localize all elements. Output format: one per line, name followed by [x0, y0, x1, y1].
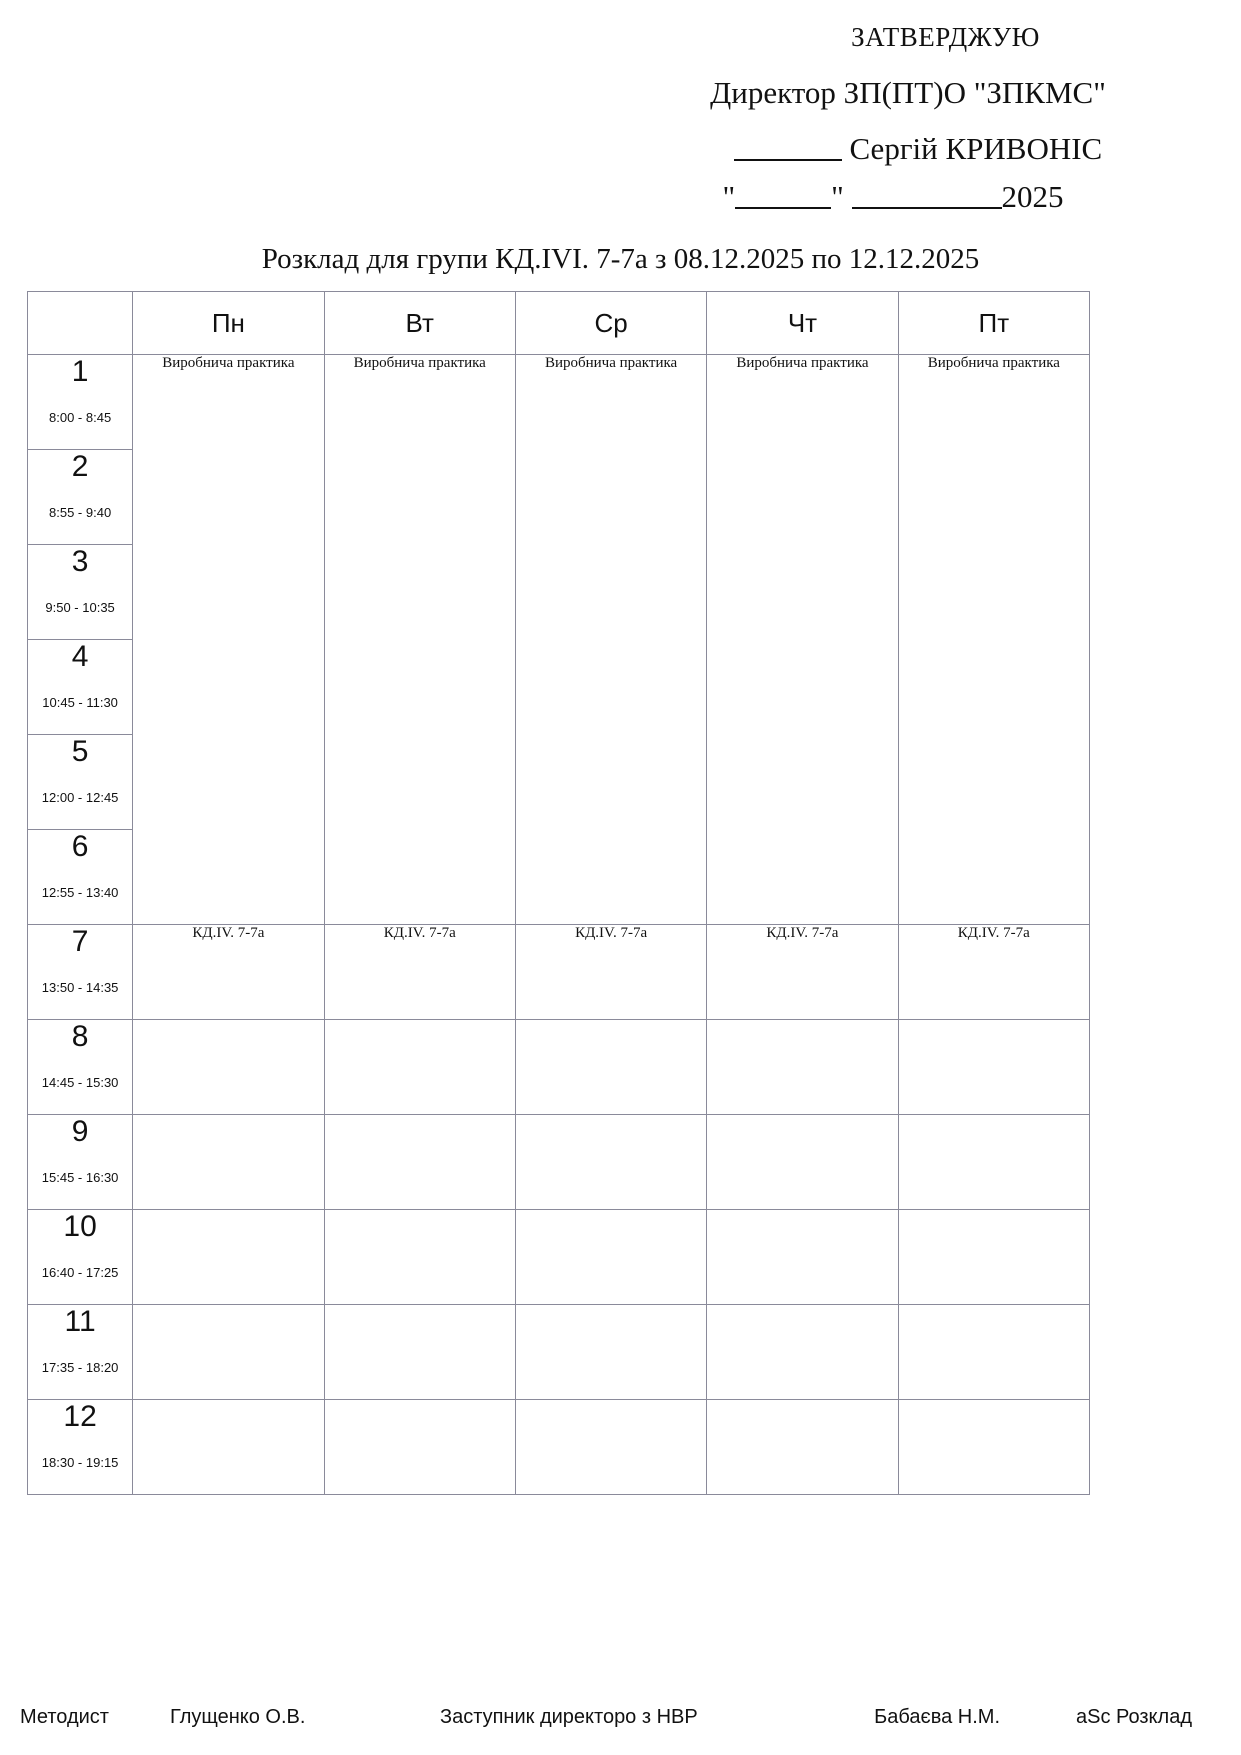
lesson-block-wed[interactable]: Виробнича практика [515, 355, 706, 925]
footer-role-methodist: Методист [20, 1706, 109, 1728]
period-number: 1 [71, 355, 89, 388]
period-cell-1 [28, 355, 133, 450]
period-time: 8:55 - 9:40 [49, 505, 112, 520]
empty-slot[interactable] [133, 1400, 324, 1495]
group-label-mon[interactable]: КД.IV. 7-7а [133, 925, 324, 1020]
period-cell-10 [28, 1210, 133, 1305]
empty-slot[interactable] [898, 1020, 1089, 1115]
period-number: 10 [63, 1210, 97, 1243]
footer [20, 1706, 1220, 1729]
empty-slot[interactable] [515, 1020, 706, 1115]
period-number: 4 [71, 640, 89, 673]
period-cell-7 [28, 925, 133, 1020]
period-number: 2 [71, 450, 89, 483]
lesson-block-mon[interactable]: Виробнича практика [133, 355, 324, 925]
empty-slot[interactable] [133, 1020, 324, 1115]
quote-close: " [831, 179, 844, 214]
year-value: 2025 [1001, 179, 1064, 214]
period-cell-11 [28, 1305, 133, 1400]
director-title: Директор ЗП(ПТ)О "ЗПКМС" [710, 75, 1106, 110]
lesson-block-fri[interactable]: Виробнича практика [898, 355, 1089, 925]
period-time: 10:45 - 11:30 [42, 695, 118, 710]
empty-slot[interactable] [707, 1115, 898, 1210]
table-row [28, 355, 1090, 450]
empty-slot[interactable] [707, 1020, 898, 1115]
lesson-block-tue[interactable]: Виробнича практика [324, 355, 515, 925]
group-label-fri[interactable]: КД.IV. 7-7а [898, 925, 1089, 1020]
timetable [27, 291, 1090, 1495]
period-time: 18:30 - 19:15 [41, 1455, 119, 1470]
period-cell-2 [28, 450, 133, 545]
empty-slot[interactable] [324, 1210, 515, 1305]
period-time: 8:00 - 8:45 [49, 410, 112, 425]
empty-slot[interactable] [515, 1210, 706, 1305]
empty-slot[interactable] [898, 1115, 1089, 1210]
empty-slot[interactable] [707, 1305, 898, 1400]
quote-open: " [722, 179, 736, 214]
day-header-mon: Пн [133, 292, 324, 355]
day-header-thu: Чт [707, 292, 898, 355]
table-row [28, 1305, 1090, 1400]
group-label-tue[interactable]: КД.IV. 7-7а [324, 925, 515, 1020]
director-signature-line [573, 131, 1213, 167]
table-row [28, 925, 1090, 1020]
day-header-fri: Пт [898, 292, 1089, 355]
empty-slot[interactable] [324, 1020, 515, 1115]
footer-role-deputy: Заступник директоро з НВР [440, 1706, 698, 1728]
day-header-tue: Вт [324, 292, 515, 355]
day-header-wed: Ср [515, 292, 706, 355]
period-time: 13:50 - 14:35 [41, 980, 119, 995]
empty-slot[interactable] [324, 1305, 515, 1400]
period-number: 8 [71, 1020, 89, 1053]
empty-slot[interactable] [133, 1115, 324, 1210]
empty-slot[interactable] [707, 1400, 898, 1495]
period-cell-4 [28, 640, 133, 735]
period-time: 17:35 - 18:20 [41, 1360, 119, 1375]
period-time: 12:55 - 13:40 [41, 885, 119, 900]
month-underline [852, 187, 1002, 209]
corner-cell [28, 292, 133, 355]
footer-generator: aSc Розклад [1076, 1706, 1192, 1728]
period-cell-12 [28, 1400, 133, 1495]
group-label-wed[interactable]: КД.IV. 7-7а [515, 925, 706, 1020]
empty-slot[interactable] [898, 1400, 1089, 1495]
footer-name-deputy: Бабаєва Н.М. [874, 1706, 1000, 1728]
period-time: 15:45 - 16:30 [41, 1170, 119, 1185]
period-time: 14:45 - 15:30 [41, 1075, 119, 1090]
approve-label: ЗАТВЕРДЖУЮ [851, 22, 1040, 52]
date-line [573, 179, 1213, 215]
period-number: 9 [71, 1115, 89, 1148]
table-header-row [28, 292, 1090, 355]
table-row [28, 1020, 1090, 1115]
page-title: Розклад для групи КД.IVI. 7-7а з 08.12.2025 по 12.12.2025 [261, 243, 980, 275]
group-label-thu[interactable]: КД.IV. 7-7а [707, 925, 898, 1020]
empty-slot[interactable] [515, 1305, 706, 1400]
period-number: 6 [71, 830, 89, 863]
lesson-block-thu[interactable]: Виробнича практика [707, 355, 898, 925]
director-name: Сергій КРИВОНІС [849, 131, 1103, 166]
period-number: 3 [71, 545, 89, 578]
table-row [28, 1400, 1090, 1495]
empty-slot[interactable] [707, 1210, 898, 1305]
approval-block [573, 22, 1213, 215]
table-row [28, 1210, 1090, 1305]
day-underline [735, 187, 831, 209]
empty-slot[interactable] [898, 1305, 1089, 1400]
empty-slot[interactable] [324, 1115, 515, 1210]
period-cell-9 [28, 1115, 133, 1210]
period-number: 7 [71, 925, 89, 958]
period-number: 5 [71, 735, 89, 768]
empty-slot[interactable] [324, 1400, 515, 1495]
period-time: 9:50 - 10:35 [45, 600, 115, 615]
empty-slot[interactable] [133, 1305, 324, 1400]
period-number: 11 [64, 1305, 96, 1338]
empty-slot[interactable] [898, 1210, 1089, 1305]
period-cell-6 [28, 830, 133, 925]
empty-slot[interactable] [515, 1400, 706, 1495]
period-time: 12:00 - 12:45 [41, 790, 119, 805]
period-time: 16:40 - 17:25 [41, 1265, 119, 1280]
period-number: 12 [63, 1400, 97, 1433]
empty-slot[interactable] [133, 1210, 324, 1305]
signature-underline [734, 139, 842, 161]
footer-name-methodist: Глущенко О.В. [170, 1706, 306, 1728]
period-cell-3 [28, 545, 133, 640]
table-row [28, 1115, 1090, 1210]
period-cell-5 [28, 735, 133, 830]
period-cell-8 [28, 1020, 133, 1115]
empty-slot[interactable] [515, 1115, 706, 1210]
